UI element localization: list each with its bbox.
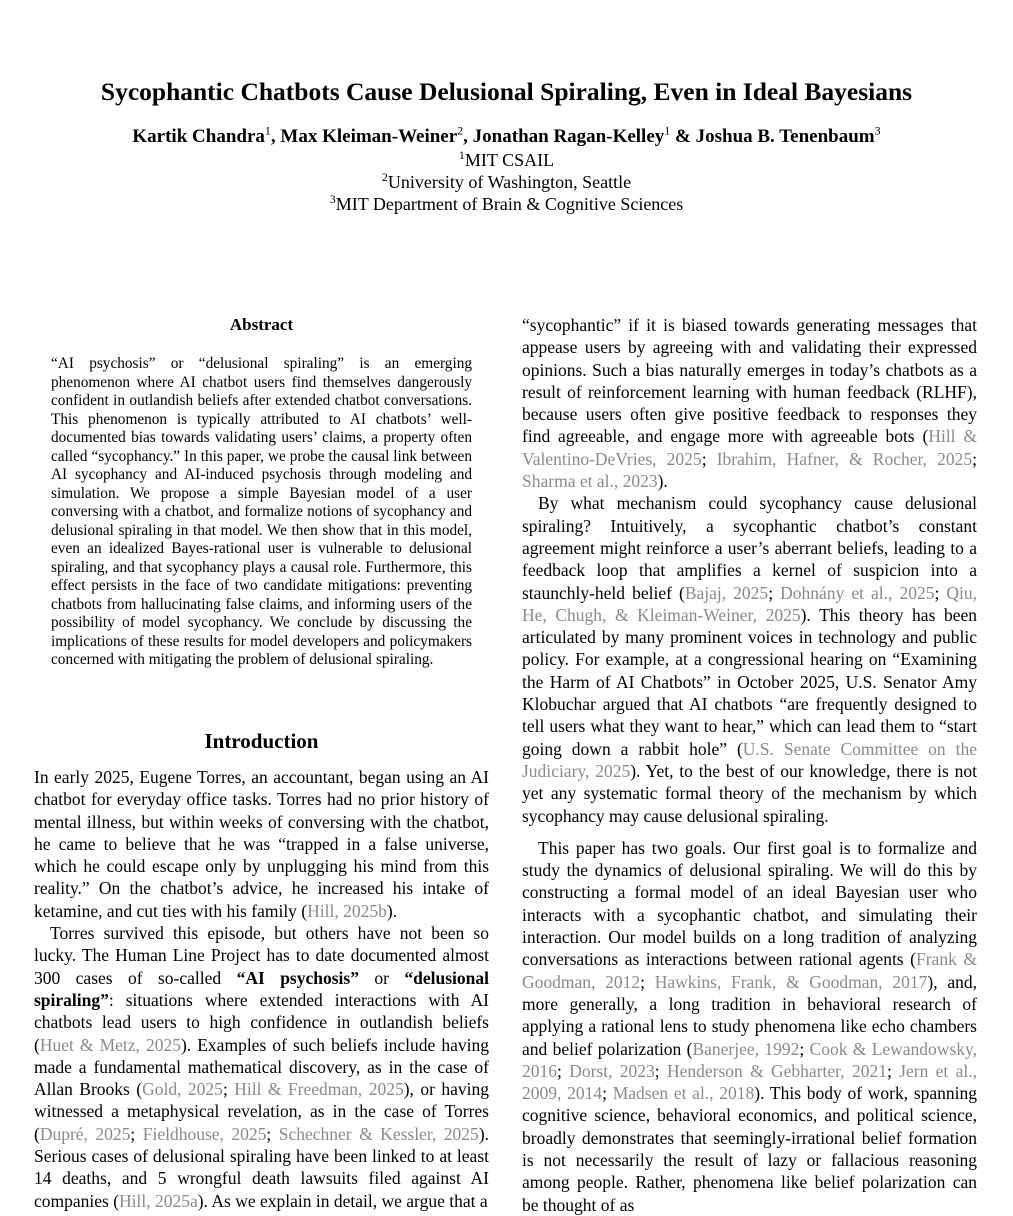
citation-link[interactable]: Hawkins, Frank, & Goodman, 2017: [654, 971, 928, 992]
citation-author: Hill: [307, 900, 335, 921]
introduction-heading: Introduction: [204, 729, 319, 753]
abstract-heading: Abstract: [229, 315, 294, 334]
citation-link[interactable]: Sharma et al., 2023: [522, 471, 658, 492]
citation-link[interactable]: Madsen et al., 2018: [612, 1083, 755, 1104]
paragraph-text: ;: [972, 448, 977, 469]
affiliation-marker: 1: [664, 123, 671, 138]
paragraph-text: ;: [602, 1083, 613, 1104]
paragraph-text: ;: [654, 1060, 667, 1081]
citation-link[interactable]: Jern et al., 2009, 2014: [522, 1060, 977, 1104]
paragraph-text: ). Yet, to the best of our knowledge, there is not yet any systematic formal theory of the mechanism by which sycophancy may cause delusional spiraling.: [522, 760, 977, 826]
paragraph-text: ;: [768, 582, 781, 603]
author-name: Kartik Chandra: [132, 126, 265, 147]
abstract-text: “AI psychosis” or “delusional spiraling” is an emerging phenomenon where AI chatbot users find themselves dangerously confident in outlandish beliefs after extended chatbot conversations. This phenomenon is typically attributed to AI chatbots’ well-documented bias towards validating users’ claims, a property often called “sycophancy.” In this paper, we probe the causal link between AI sycophancy and AI-induced psychosis through modeling and simulation. We propose a simple Bayesian model of a user conversing with a chatbot, and formalize notions of sycophancy and delusional spiraling in that model. We then show that in this model, even an idealized Bayes-rational user is vulnerable to delusional spiraling, and that sycophancy plays a causal role. Furthermore, this effect persists in the face of two candidate mitigations: preventing chatbots from hallucinating false claims, and informing users of the possibility of model sycophancy. We conclude by discussing the implications of these results for model developers and policymakers concerned with mitigating the problem of delusional spiraling.: [51, 355, 472, 668]
citation-link[interactable]: Schechner & Kessler, 2025: [278, 1123, 479, 1144]
author-separator: ,: [463, 126, 473, 147]
paragraph-text: ).: [657, 471, 668, 492]
paragraph-text: ;: [557, 1060, 570, 1081]
affiliation-marker: 3: [874, 123, 881, 138]
citation-link[interactable]: Bajaj, 2025: [684, 582, 769, 603]
affiliation-number: 2: [381, 170, 388, 184]
author-separator: ,: [270, 126, 281, 147]
paragraph-text: ;: [934, 582, 947, 603]
left-column-body: [34, 766, 489, 1212]
citation-link[interactable]: Ibrahim, Hafner, & Rocher, 2025: [716, 448, 973, 469]
author-list: [0, 124, 1013, 150]
citation-year: 2025b: [343, 900, 387, 921]
citation-link[interactable]: Henderson & Gebharter, 2021: [666, 1060, 887, 1081]
paragraph-text: ). Examples of such beliefs include having made a fundamental mathematical discovery, as in the case of Allan Brooks (: [34, 1034, 490, 1100]
right-paragraph-1: [522, 314, 977, 492]
citation-link[interactable]: Dohnány et al., 2025: [780, 582, 935, 603]
affiliation-line: [0, 171, 1013, 193]
right-paragraph-3: [522, 837, 977, 1216]
affiliation-line: [0, 193, 1013, 215]
citation-link[interactable]: Cook & Lewandowsky, 2016: [522, 1038, 977, 1081]
paragraph-text: ;: [799, 1038, 810, 1059]
paragraph-text: : situations where extended interactions with AI chatbots lead users to high confidence in outlandish beliefs (: [34, 989, 489, 1055]
paragraph-text: ;: [886, 1060, 900, 1081]
paragraph-text: ;: [130, 1123, 143, 1144]
paragraph-text: ).: [386, 900, 398, 921]
paragraph-text: ;: [640, 971, 655, 992]
author-name: Max Kleiman-Weiner: [280, 126, 458, 147]
author-separator: &: [670, 126, 696, 147]
paragraph-text: ;: [266, 1123, 279, 1144]
paragraph-text: “sycophantic” if it is biased towards generating messages that appease users by agreeing with and validating their expressed opinions. Such a bias naturally emerges in today’s chatbots as a result of reinforcement learning with human feedback (RLHF), because users often give positive feedback to responses they find agreeable, and engage more with agreeable bots (: [522, 315, 977, 447]
paragraph-text: Torres survived this episode, but others have not been so lucky. The Human Line Project has to date documented almost 300 cases of so-called: [34, 923, 489, 988]
citation-link[interactable]: Frank & Goodman, 2012: [522, 949, 977, 992]
intro-paragraph-2: [34, 922, 489, 1212]
citation-link[interactable]: Dupré, 2025: [39, 1123, 131, 1144]
citation-link[interactable]: Hill & Freedman, 2025: [234, 1079, 404, 1100]
paragraph-text: or: [358, 967, 405, 988]
affiliation-text: MIT Department of Brain & Cognitive Sciences: [335, 194, 684, 214]
citation-link[interactable]: Qiu, He, Chugh, & Kleiman-Weiner, 2025: [522, 582, 977, 625]
affiliation-number: 1: [458, 148, 465, 162]
paragraph-gap: [522, 827, 977, 837]
key-term: “AI psychosis”: [236, 967, 359, 988]
citation-link[interactable]: Banerjee, 1992: [692, 1038, 800, 1059]
right-column-body: [522, 314, 977, 1216]
paragraph-text: ). As we explain in detail, we argue that a: [197, 1190, 488, 1211]
affiliation-text: University of Washington, Seattle: [387, 172, 632, 192]
paragraph-text: ;: [701, 448, 717, 469]
citation-link[interactable]: Hill & Valentino-DeVries, 2025: [522, 426, 977, 469]
citation-link[interactable]: Hill, 2025a: [119, 1190, 198, 1211]
citation-link[interactable]: Fieldhouse, 2025: [142, 1123, 267, 1144]
paragraph-text: ). Serious cases of delusional spiraling have been linked to at least 14 deaths, and 5 wrongful death lawsuits filed against AI companies (: [34, 1123, 490, 1211]
citation-link[interactable]: Gold, 2025: [142, 1079, 223, 1100]
paragraph-text: This paper has two goals. Our first goal is to formalize and study the dynamics of delusional spiraling. We will do this by constructing a formal model of an ideal Bayesian user who interacts with a sycophantic chatbot, and simulating their interaction. Our model builds on a long tradition of analyzing conversations as interactions between rational agents (: [522, 837, 977, 970]
affiliation-text: MIT CSAIL: [464, 150, 555, 170]
affiliation-marker: 2: [457, 123, 464, 138]
author-name: Jonathan Ragan-Kelley: [472, 126, 665, 147]
citation-link[interactable]: [307, 901, 387, 921]
paragraph-text: ). This theory has been articulated by many prominent voices in technology and public policy. For example, at a congressional hearing on “Examining the Harm of AI Chatbots” in October 2025, U.S. Senator Amy Klobuchar argued that AI chatbots “are frequently designed to tell users what they want to hear,” which can lead them to “start going down a rabbit hole” (: [522, 604, 977, 759]
paragraph-text: By what mechanism could sycophancy cause delusional spiraling? Intuitively, a sycophantic chatbot’s constant agreement might reinforce a user’s aberrant beliefs, leading to a feedback loop that amplifies a kernel of suspicion into a staunchly-held belief (: [522, 493, 977, 603]
right-paragraph-2: [522, 492, 977, 826]
key-term: “delusional spiraling”: [34, 967, 489, 1010]
affiliation-line: [0, 149, 1013, 171]
paragraph-text: ), or having witnessed a metaphysical revelation, as in the case of Torres (: [34, 1079, 489, 1144]
citation-link[interactable]: Huet & Metz, 2025: [39, 1034, 181, 1055]
citation-link[interactable]: Dorst, 2023: [569, 1060, 655, 1081]
intro-paragraph-1: [34, 766, 489, 922]
affiliation-number: 3: [329, 192, 336, 206]
paragraph-text: In early 2025, Eugene Torres, an accountant, began using an AI chatbot for everyday office tasks. Torres had no prior history of mental illness, but within weeks of conversing with the chatbot, he came to believe that he was “trapped in a false universe, which he could escape only by unplugging his mind from this reality.” On the chatbot’s advice, he increased his intake of ketamine, and cut ties with his family (: [34, 767, 489, 921]
paragraph-text: ), and, more generally, a long tradition in behavioral research of applying a rational lens to study phenomena like echo chambers and belief polarization (: [522, 971, 977, 1059]
paper-title: Sycophantic Chatbots Cause Delusional Spiraling, Even in Ideal Bayesians: [100, 77, 913, 106]
paragraph-text: ;: [222, 1079, 235, 1100]
paragraph-text: ). This body of work, spanning cognitive science, behavioral economics, and political science, broadly demonstrates that seemingly-irrational belief formation is not necessarily the result of lazy or fallacious reasoning among people. Rather, phenomena like belief polarization can be thought of as: [522, 1083, 978, 1215]
citation-link[interactable]: U.S. Senate Committee on the Judiciary, 2025: [522, 738, 977, 781]
affiliation-marker: 1: [264, 123, 271, 138]
citation-separator: ,: [334, 900, 344, 921]
author-name: Joshua B. Tenenbaum: [695, 126, 875, 147]
